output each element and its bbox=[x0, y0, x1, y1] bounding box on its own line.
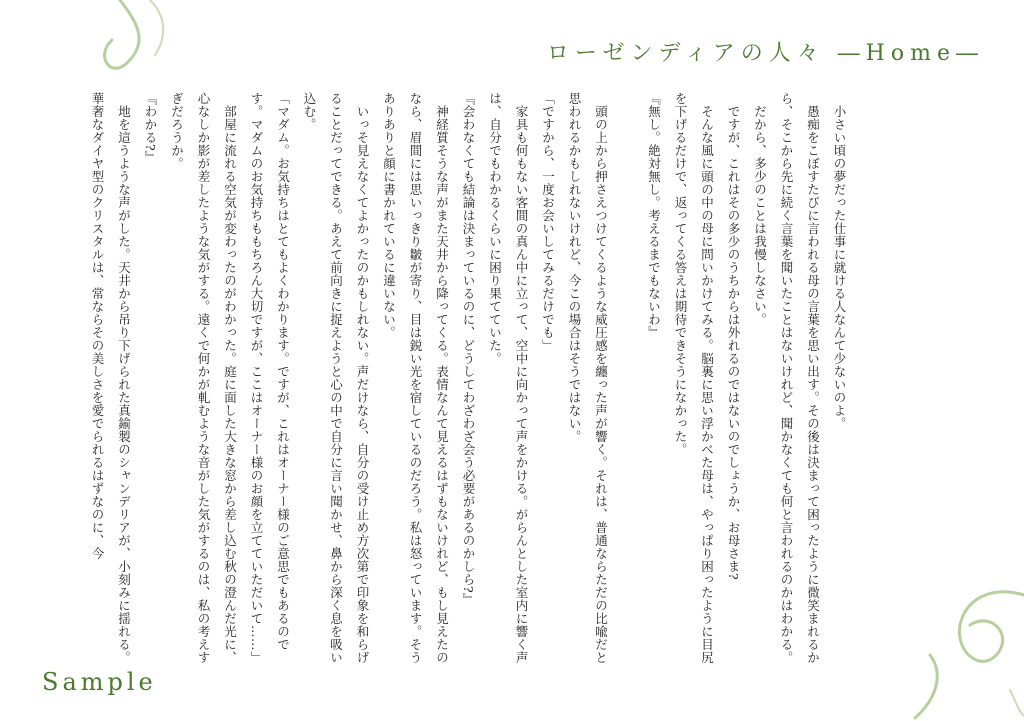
paragraph: 『無し。絶対無し。考えるまでもないわ』 bbox=[646, 92, 662, 339]
paragraph: 『会わなくても結論は決まっているのに、どうしてわざわざ会う必要があるのかしら?』 bbox=[461, 92, 476, 607]
paragraph: そんな風に頭の中の母に問いかけてみる。脳裏に思い浮かべた母は、やっぱり困ったように目尻を下げるだけで、返ってくる答えは期待できそうになかった。 bbox=[673, 92, 715, 664]
paragraph: ですが、これはその多少のうちからは外れるのではないのでしょうか、お母さま? bbox=[726, 104, 741, 580]
page-title: ローゼンディアの人々 ―Home― bbox=[546, 41, 984, 66]
paragraph: 「ですから、一度お会いしてみるだけでも」 bbox=[540, 92, 556, 352]
novel-body bbox=[90, 92, 852, 674]
paragraph: 小さい頃の夢だった仕事に就ける人なんて少ないのよ。 bbox=[832, 104, 847, 430]
paragraph: いっそ見えなくてよかったのかもしれない。声だけなら、自分の受け止め方次第で印象を和らげることだってできる。あえて前向きに捉えようと心の中で自分に言い聞かせ、鼻から深く息を吸い込む。 bbox=[302, 92, 370, 664]
paragraph: 頭の上から押さえつけてくるような威圧感を纏った声が響く。それは、普通ならただの比喩だと思われるかもしれないけれど、今この場合はそうではない。 bbox=[567, 92, 609, 664]
paragraph: 家具も何もない客間の真ん中に立って、空中に向かって声をかける。がらんとした室内に響く声は、自分でもわかるくらいに困り果てていた。 bbox=[487, 92, 529, 664]
paragraph: 「マダム。お気持ちはとてもよくわかります。ですが、これはオーナー様のご意思でもあるのです。マダムのお気持ちももちろん大切ですが、ここはオーナー様のお顔を立てていただいて……」 bbox=[249, 92, 291, 664]
paragraph: 『わかる?』 bbox=[143, 92, 158, 165]
paragraph: 部屋に流れる空気が変わったのがわかった。庭に面した大きな窓から差し込む秋の澄んだ光に、心なしか影が差したような気がする。遠くで何かが軋むような音がした気がするのは、私の考えすぎだろうか。 bbox=[169, 92, 238, 664]
paragraph: 愚痴をこぼすたびに言われる母の言葉を思い出す。その後は決まって困ったように微笑まれるから、そこから先に続く言葉を聞いたことはないけれど、聞かなくても何と言われるのかはわかる。 bbox=[779, 92, 821, 664]
paragraph: 神経質そうな声がまた天井から降ってくる。表情なんて見えるはずもないけれど、もし見えたのなら、眉間には思いっきり皺が寄り、目は鋭い光を宿しているのだろう。私は怒っています。そうありありと顔に書かれているに違いない。 bbox=[381, 92, 450, 664]
sample-label: Sample bbox=[42, 668, 157, 696]
paragraph: だから、多少のことは我慢しなさい。 bbox=[752, 104, 768, 326]
paragraph: 地を這うような声がした。天井から吊り下げられた真鍮製のシャンデリアが、小刻みに揺れる。華奢なダイヤ型のクリスタルは、常ならその美しさを愛でられるはずなのに、今 bbox=[90, 92, 132, 664]
